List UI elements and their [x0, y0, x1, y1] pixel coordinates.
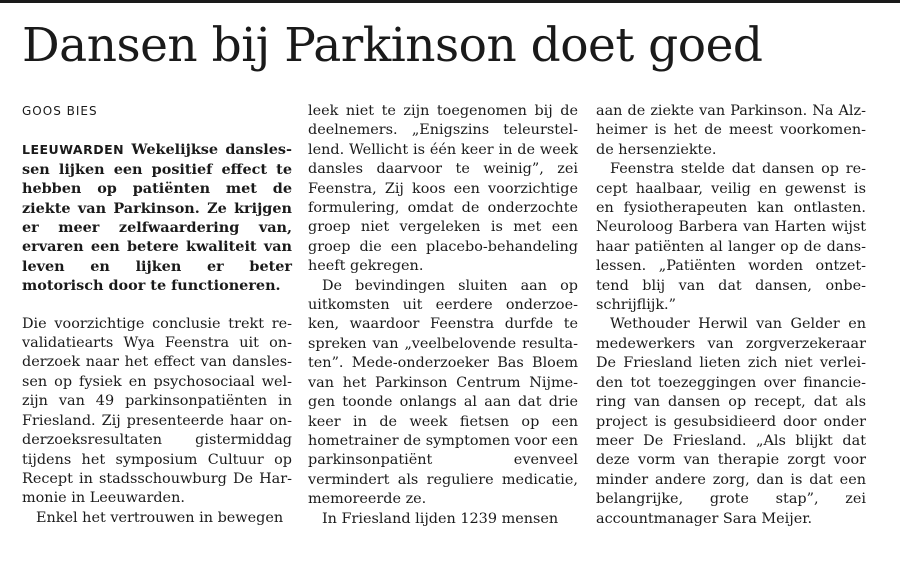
body-paragraph: Die voorzichtige conclusie trekt revalidatiearts Wya Feenstra uit onderzoek naar het effect van danslessen op fysiek en psychosociaal welzijn van 49 parkinsonpatiënten in Friesland. Zij presenteerde haar onderzoeksresultaten gistermiddag tijdens het symposium Cultuur op Recept in stadsschouwburg De Harmonie in Leeuwarden.	[22, 315, 292, 507]
body-paragraph: Wethouder Herwil van Gelder en medewerkers van zorgverzekeraar De Friesland lieten zich niet verleiden tot toezeggingen over financiering van dansen op recept, dat als project is gesubsidieerd door onder meer De Friesland. „Als blijkt dat deze vorm van therapie zorgt voor minder andere zorg, dan is dat een belangrijke, grote stap”, zei accountmanager Sara Meijer.	[596, 316, 866, 527]
body-paragraph: Enkel het vertrouwen in bewegen	[36, 509, 284, 526]
body-paragraph: leek niet te zijn toegenomen bij de deelnemers. „Enigszins teleurstellend. Wellicht is één keer in de week dansles daarvoor te weinig”, zei Feenstra, Zij koos een voorzichtige formulering, omdat de onderzochte groep niet vergeleken is met een groep die een placebo-behandeling heeft gekregen.	[308, 103, 578, 275]
byline: GOOS BIES	[22, 104, 98, 118]
column-2	[308, 102, 578, 529]
body-paragraph: De bevindingen sluiten aan op uitkomsten uit eerdere onderzoeken, waardoor Feenstra durfde te spreken van „veelbelovende resultaten”. Mede-onderzoeker Bas Bloem van het Parkinson Centrum Nijmegen toonde onlangs al aan dat drie keer in de week fietsen op een hometrainer de symptomen voor een parkinsonpatiënt evenveel vermindert als reguliere medicatie, memoreerde ze.	[308, 277, 578, 508]
dateline: LEEUWARDEN	[22, 142, 125, 158]
lead-paragraph	[22, 140, 292, 295]
body-paragraph: aan de ziekte van Parkinson. Na Alzheimer is het de meest voorkomende hersenziekte.	[596, 103, 866, 158]
column-3	[596, 102, 866, 529]
top-rule	[0, 0, 900, 3]
body-paragraph: Feenstra stelde dat dansen op recept haalbaar, veilig en gewenst is en fysiotherapeuten kan ontlasten. Neuroloog Barbera van Harten wijst haar patiënten al langer op de danslessen. „Patiënten worden ontzettend blij van dat dansen, onbeschrijflijk.”	[596, 161, 866, 314]
body-paragraph: In Friesland lijden 1239 mensen	[322, 510, 559, 527]
column-1	[22, 102, 292, 528]
lead-text: Wekelijkse danslessen lijken een positief effect te hebben op patiënten met de ziekte van Parkinson. Ze krijgen er meer zelfwaardering van, ervaren een betere kwaliteit van leven en lijken er beter motorisch door te functioneren.	[22, 141, 292, 295]
headline: Dansen bij Parkinson doet goed	[22, 18, 763, 73]
